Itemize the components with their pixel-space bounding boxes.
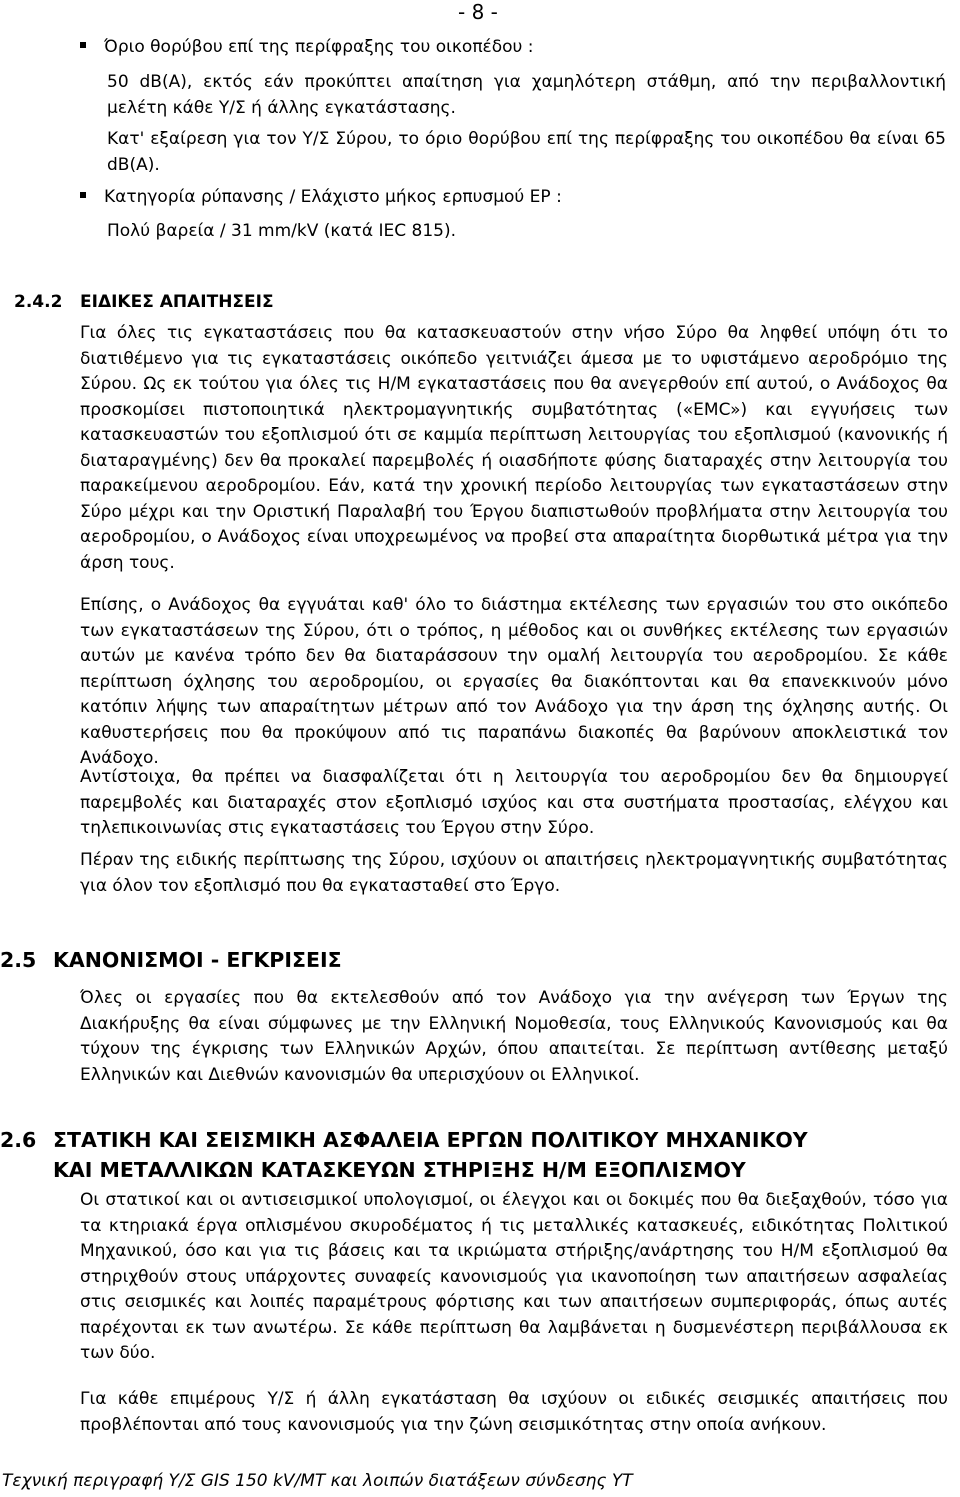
section-title: ΕΙΔΙΚΕΣ ΑΠΑΙΤΗΣΕΙΣ [80, 292, 274, 312]
page-footer: Τεχνική περιγραφή Υ/Σ GIS 150 kV/MT και λοιπών διατάξεων σύνδεσης ΥΤ [2, 1471, 633, 1491]
pollution-bullet [80, 184, 946, 210]
noise-limit-exception: Κατ' εξαίρεση για τον Υ/Σ Σύρου, το όριο θορύβου επί της περίφραξης του οικοπέδου θα είναι 65 dB(A). [107, 129, 946, 175]
noise-limit-value: 50 dB(A), εκτός εάν προκύπτει απαίτηση για χαμηλότερη στάθμη, από την περιβαλλοντική μελέτη κάθε Υ/Σ ή άλλης εγκατάστασης. [107, 72, 946, 118]
paragraph: Για όλες τις εγκαταστάσεις που θα κατασκευαστούν στην νήσο Σύρο θα ληφθεί υπόψη ότι το διατιθέμενο για τις εγκαταστάσεις οικόπεδο γειτνιάζει άμεσα με το υφιστάμενο αεροδρόμιο της Σύρου. Ως εκ τούτου για όλες τις Η/Μ εγκαταστάσεις που θα ανεγερθούν επί αυτού, ο Ανάδοχος θα προσκομίσει πιστοποιητικά ηλεκτρομαγνητικής συμβατότητας («EMC») και εγγυήσεις των κατασκευαστών του εξοπλισμού ότι σε καμμία περίπτωση λειτουργίας του εξοπλισμού (κανονικής ή διαταραγμένης) δεν θα προκαλεί παρεμβολές ή οιασδήποτε φύσης διαταραχές στην λειτουργία του παρακείμενου αεροδρομίου. Εάν, κατά την χρονική περίοδο λειτουργίας των εγκαταστάσεων στην Σύρο μέχρι και την Οριστική Παραλαβή του Έργου διαπιστωθούν προβλήματα στην λειτουργία του αεροδρομίου, ο Ανάδοχος είναι υποχρεωμένος να προβεί στα απαραίτητα διορθωτικά μέτρα για την άρση τους. [80, 323, 948, 573]
pollution-value: Πολύ βαρεία / 31 mm/kV (κατά IEC 815). [107, 221, 456, 241]
section-number: 2.4.2 [14, 292, 63, 312]
section-2-5-heading [0, 945, 948, 975]
noise-limit-bullet [80, 34, 946, 60]
section-2-6-heading [0, 1125, 948, 1185]
noise-limit-label: Όριο θορύβου επί της περίφραξης του οικοπέδου : [104, 37, 534, 57]
square-bullet-icon [80, 192, 86, 198]
section-title-line-2: ΚΑΙ ΜΕΤΑΛΛΙΚΩΝ ΚΑΤΑΣΚΕΥΩΝ ΣΤΗΡΙΞΗΣ Η/Μ ΕΞΟΠΛΙΣΜΟΥ [53, 1158, 746, 1182]
paragraph: Επίσης, ο Ανάδοχος θα εγγυάται καθ' όλο το διάστημα εκτέλεσης των εργασιών του στο οικόπεδο των εγκαταστάσεων της Σύρου, ότι ο τρόπος, η μέθοδος και οι συνθήκες εκτέλεσης των εργασιών αυτών με κανένα τρόπο δεν θα διαταράσσουν την ομαλή λειτουργία του αεροδρομίου. Σε κάθε περίπτωση όχλησης του αεροδρομίου, οι εργασίες θα διακόπτονται και θα επανεκκινούν μόνο κατόπιν λήψης των απαραίτητων μέτρων από τον Ανάδοχο για την άρση της όχλησης αυτής. Οι καθυστερήσεις που θα προκύψουν από τις παραπάνω διακοπές θα βαρύνουν αποκλειστικά τον Ανάδοχο. [80, 595, 948, 768]
paragraph: Πέραν της ειδικής περίπτωσης της Σύρου, ισχύουν οι απαιτήσεις ηλεκτρομαγνητικής συμβατότητας για όλον τον εξοπλισμό που θα εγκατασταθεί στο Έργο. [80, 850, 948, 896]
section-title: ΚΑΝΟΝΙΣΜΟΙ - ΕΓΚΡΙΣΕΙΣ [53, 948, 342, 972]
square-bullet-icon [80, 42, 86, 48]
section-number: 2.5 [0, 948, 37, 972]
section-title-line-1: ΣΤΑΤΙΚΗ ΚΑΙ ΣΕΙΣΜΙΚΗ ΑΣΦΑΛΕΙΑ ΕΡΓΩΝ ΠΟΛΙΤΙΚΟΥ ΜΗΧΑΝΙΚΟΥ [53, 1128, 808, 1152]
paragraph: Για κάθε επιμέρους Υ/Σ ή άλλη εγκατάσταση θα ισχύουν οι ειδικές σεισμικές απαιτήσεις που προβλέπονται από τους κανονισμούς για την ζώνη σεισμικότητας στην οποία ανήκουν. [80, 1389, 948, 1435]
paragraph: Οι στατικοί και οι αντισεισμικοί υπολογισμοί, οι έλεγχοι και οι δοκιμές που θα διεξαχθούν, τόσο για τα κτηριακά έργα οπλισμένου σκυροδέματος ή τις μεταλλικές κατασκευές, ειδικότητας Πολιτικού Μηχανικού, όσο και για τις βάσεις και τα ικριώματα στήριξης/ανάρτησης του Η/Μ εξοπλισμού θα στηριχθούν στους υπάρχοντες συναφείς κανονισμούς για ικανοποίηση των απαιτήσεων ασφαλείας στις σεισμικές και λοιπές παραμέτρους φόρτισης και των απαιτήσεων συμπεριφοράς, όπως αυτές παρέχονται εκ των ανωτέρω. Σε κάθε περίπτωση θα λαμβάνεται η δυσμενέστερη περιβάλλουσα εκ των δύο. [80, 1190, 948, 1363]
paragraph: Αντίστοιχα, θα πρέπει να διασφαλίζεται ότι η λειτουργία του αεροδρομίου δεν θα δημιουργεί παρεμβολές και διαταραχές στον εξοπλισμό ισχύος και στα συστήματα προστασίας, ελέγχου και τηλεπικοινωνίας στις εγκαταστάσεις του Έργου στην Σύρο. [80, 767, 948, 838]
paragraph: Όλες οι εργασίες που θα εκτελεσθούν από τον Ανάδοχο για την ανέγερση των Έργων της Διακήρυξης θα είναι σύμφωνες με την Ελληνική Νομοθεσία, τους Ελληνικούς Κανονισμούς και θα τύχουν της έγκρισης των Ελληνικών Αρχών, όπου απαιτείται. Σε περίπτωση αντίθεσης μεταξύ Ελληνικών και Διεθνών κανονισμών θα υπερισχύουν οι Ελληνικοί. [80, 988, 948, 1085]
pollution-label: Κατηγορία ρύπανσης / Ελάχιστο μήκος ερπυσμού ΕΡ : [104, 187, 562, 207]
section-2-4-2-heading [14, 289, 274, 315]
page-number: - 8 - [458, 0, 498, 24]
section-number: 2.6 [0, 1128, 37, 1152]
